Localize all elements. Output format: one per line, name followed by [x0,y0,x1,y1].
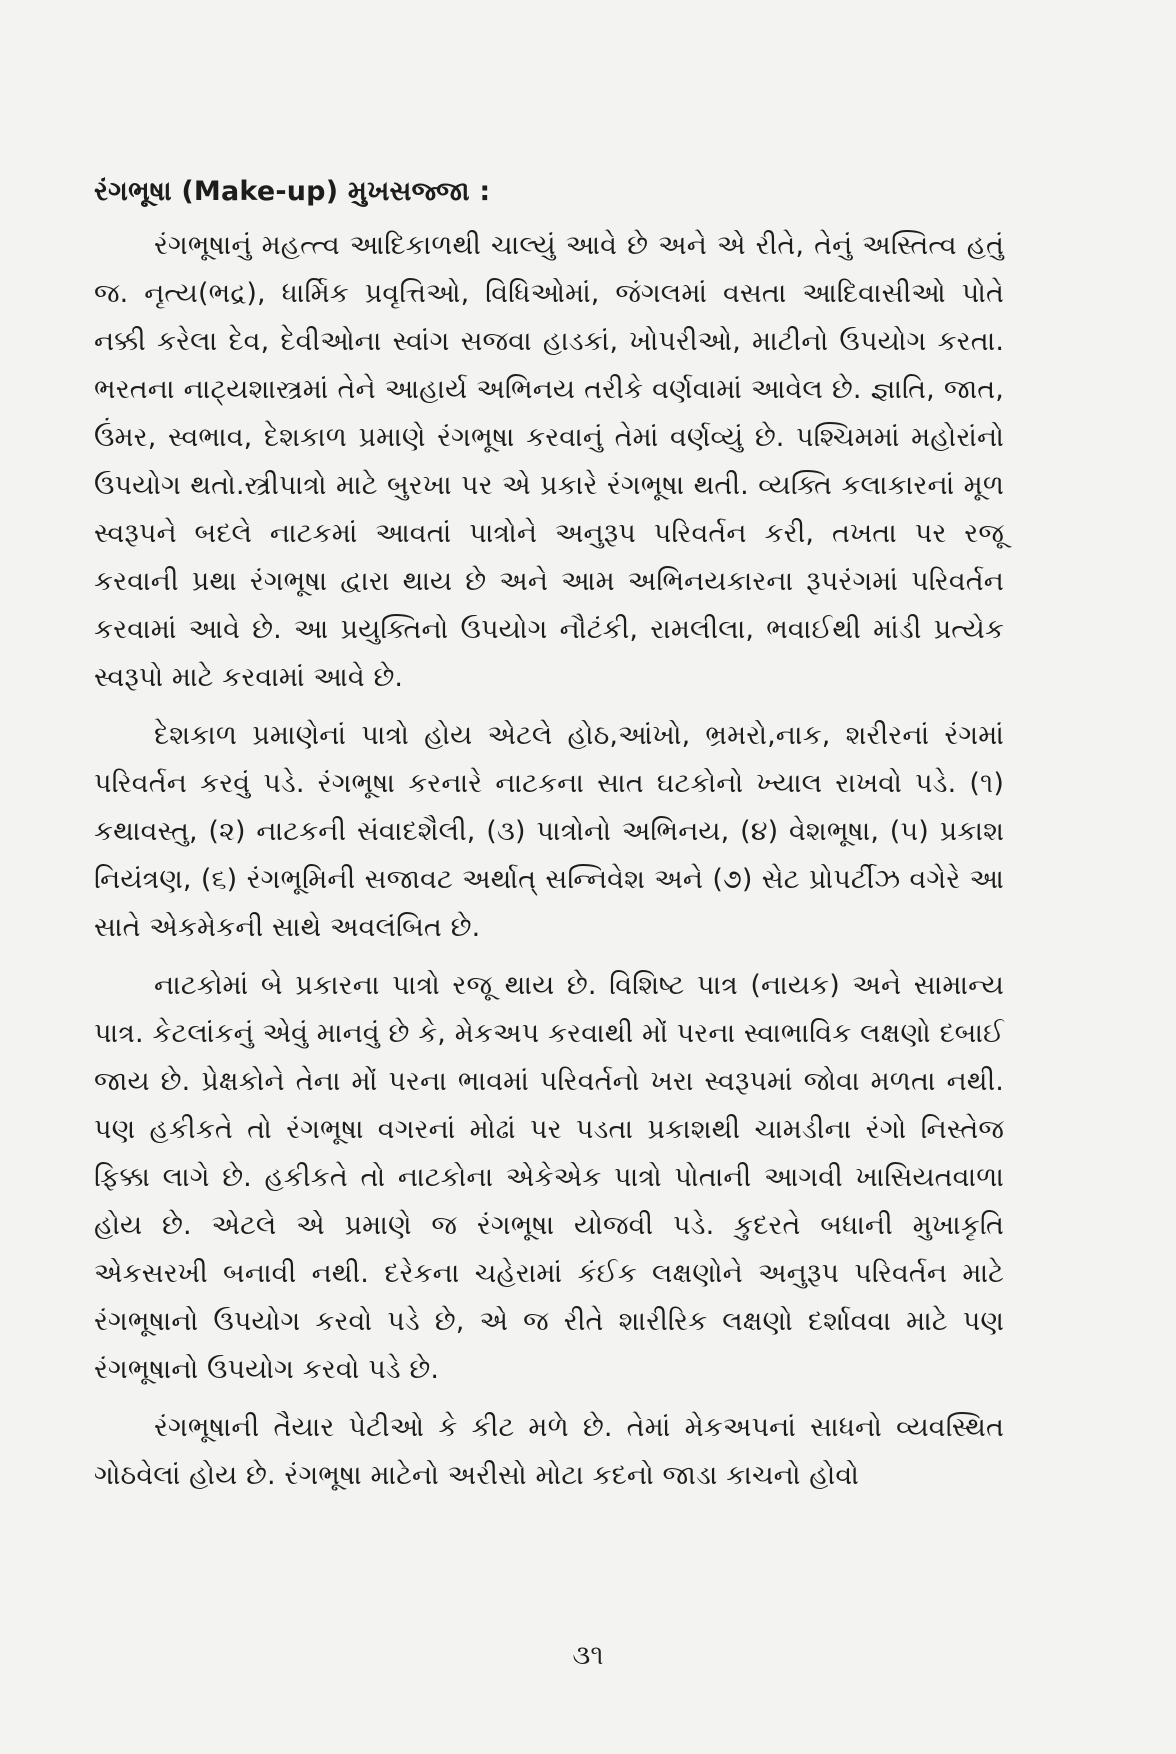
paragraph-4: રંગભૂષાની તૈયાર પેટીઓ કે કીટ મળે છે. તેમાં મેકઅપનાં સાધનો વ્યવસ્થિત ગોઠવેલાં હોય છે. રંગભૂષા માટેનો અરીસો મોટા કદનો જાડા કાચનો હોવો [94,1412,1004,1491]
paragraph-1: રંગભૂષાનું મહત્ત્વ આદિકાળથી ચાલ્યું આવે છે અને એ રીતે, તેનું અસ્તિત્વ હતું જ. નૃત્ય(ભદ્ર), ધાર્મિક પ્રવૃત્તિઓ, વિધિઓમાં, જંગલમાં વસતા આદિવાસીઓ પોતે નક્કી કરેલા દેવ, દેવીઓના સ્વાંગ સજવા હાડકાં, ખોપરીઓ, માટીનો ઉપયોગ કરતા. ભરતના નાટ્યશાસ્ત્રમાં તેને આહાર્ય અભિનય તરીકે વર્ણવામાં આવેલ છે. જ્ઞાતિ, જાત, ઉંમર, સ્વભાવ, દેશકાળ પ્રમાણે રંગભૂષા કરવાનું તેમાં વર્ણવ્યું છે. પશ્ચિમમાં મહોરાંનો ઉપયોગ થતો.સ્ત્રીપાત્રો માટે બુરખા પર એ પ્રકારે રંગભૂષા થતી. વ્યક્તિ કલાકારનાં મૂળ સ્વરૂપને બદલે નાટકમાં આવતાં પાત્રોને અનુરૂપ પરિવર્તન કરી, તખતા પર રજૂ કરવાની પ્રથા રંગભૂષા દ્વારા થાય છે અને આમ અભિનયકારના રૂપરંગમાં પરિવર્તન કરવામાં આવે છે. આ પ્રયુક્તિનો ઉપયોગ નૌટંકી, રામલીલા, ભવાઈથી માંડી પ્રત્યેક સ્વરૂપો માટે કરવામાં આવે છે. [94,230,1004,693]
paragraph-2: દેશકાળ પ્રમાણેનાં પાત્રો હોય એટલે હોઠ,આંખો, ભ્રમરો,નાક, શરીરનાં રંગમાં પરિવર્તન કરવું પડે. રંગભૂષા કરનારે નાટકના સાત ઘટકોનો ખ્યાલ રાખવો પડે. (૧) કથાવસ્તુ, (૨) નાટકની સંવાદશૈલી, (૩) પાત્રોનો અભિનય, (૪) વેશભૂષા, (૫) પ્રકાશ નિયંત્રણ, (૬) રંગભૂમિની સજાવટ અર્થાત્ સન્નિવેશ અને (૭) સેટ પ્રોપર્ટીઝ વગેરે આ સાતે એકમેકની સાથે અવલંબિત છે. [94,720,1004,943]
section-heading: રંગભૂષા (Make-up) મુખસજ્જા : [94,176,491,207]
page-body [94,168,1004,1510]
paragraph-3: નાટકોમાં બે પ્રકારના પાત્રો રજૂ થાય છે. વિશિષ્ટ પાત્ર (નાયક) અને સામાન્ય પાત્ર. કેટલાંકનું એવું માનવું છે કે, મેકઅપ કરવાથી મોં પરના સ્વાભાવિક લક્ષણો દબાઈ જાય છે. પ્રેક્ષકોને તેના મોં પરના ભાવમાં પરિવર્તનો ખરા સ્વરૂપમાં જોવા મળતા નથી. પણ હકીકતે તો રંગભૂષા વગરનાં મોઢાં પર પડતા પ્રકાશથી ચામડીના રંગો નિસ્તેજ ફિક્કા લાગે છે. હકીકતે તો નાટકોના એકેએક પાત્રો પોતાની આગવી ખાસિયતવાળા હોય છે. એટલે એ પ્રમાણે જ રંગભૂષા યોજવી પડે. કુદરતે બધાની મુખાકૃતિ એકસરખી બનાવી નથી. દરેકના ચહેરામાં કંઈક લક્ષણોને અનુરૂપ પરિવર્તન માટે રંગભૂષાનો ઉપયોગ કરવો પડે છે, એ જ રીતે શારીરિક લક્ષણો દર્શાવવા માટે પણ રંગભૂષાનો ઉપયોગ કરવો પડે છે. [94,970,1004,1385]
page-number: ૩૧ [572,1640,604,1671]
